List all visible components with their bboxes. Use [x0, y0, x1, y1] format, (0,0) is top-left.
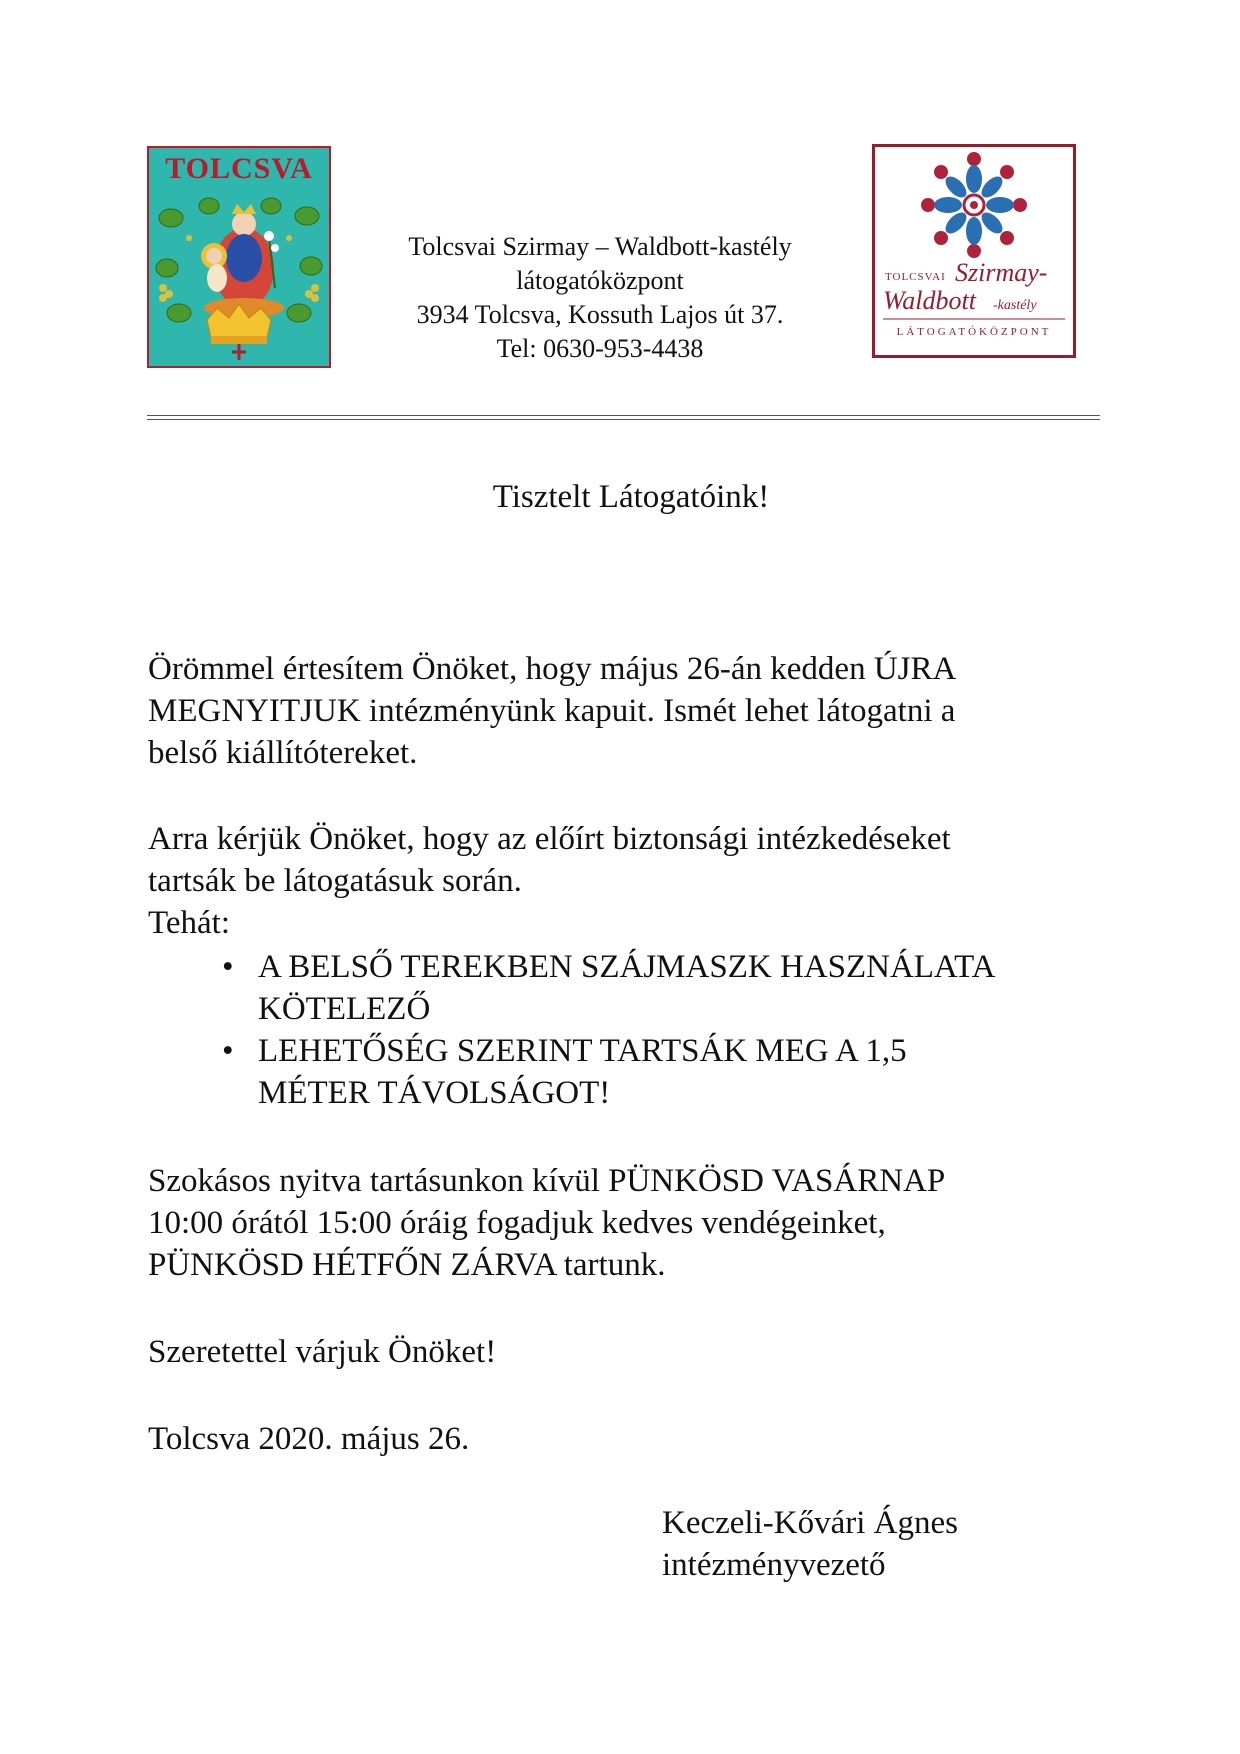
tolcsva-coat-of-arms-logo	[147, 146, 331, 368]
paragraph-pentecost-hours	[148, 1160, 1108, 1286]
list-item-line: • A BELSŐ TEREKBEN SZÁJMASZK HASZNÁLATA	[258, 949, 996, 985]
list-lead: Tehát:	[148, 905, 230, 941]
list-item-line: MÉTER TÁVOLSÁGOT!	[258, 1075, 611, 1111]
list-item-line: • LEHETŐSÉG SZERINT TARTSÁK MEG A 1,5	[258, 1033, 907, 1069]
address: 3934 Tolcsva, Kossuth Lajos út 37.	[416, 300, 784, 329]
logo-text-waldbott: Waldbott	[883, 286, 976, 315]
greeting: Tisztelt Látogatóink!	[492, 479, 770, 515]
list-item	[258, 946, 1118, 1030]
organization-unit: látogatóközpont	[516, 266, 684, 295]
header-divider	[147, 415, 1100, 420]
phone-number: Tel: 0630-953-4438	[496, 334, 704, 363]
signatory-title: intézményvezető	[662, 1547, 886, 1583]
paragraph-line: Arra kérjük Önöket, hogy az előírt biztonsági intézkedéseket	[148, 821, 951, 857]
paragraph-reopening	[148, 648, 1108, 774]
logo-text-szirmay: Szirmay-	[955, 258, 1048, 287]
paragraph-line: Szokásos nyitva tartásunkon kívül PÜNKÖSD VASÁRNAP	[148, 1163, 946, 1199]
logo-text-kastely: -kastély	[993, 298, 1037, 313]
paragraph-line: tartsák be látogatásuk során.	[148, 863, 522, 899]
szirmay-waldbott-logo	[872, 144, 1076, 358]
safety-rules-list	[258, 946, 1118, 1114]
logo-text-tolcsvai: TOLCSVAI	[885, 271, 946, 283]
header-address-block	[360, 230, 840, 366]
logo-text-latogatokozpont: LÁTOGATÓKÖZPONT	[896, 326, 1052, 338]
paragraph-line: MEGNYITJUK intézményünk kapuit. Ismét lehet látogatni a	[148, 693, 956, 729]
list-item	[258, 1030, 1118, 1114]
paragraph-safety-request	[148, 818, 1108, 902]
signatory-name: Keczeli-Kővári Ágnes	[662, 1505, 958, 1541]
paragraph-line: PÜNKÖSD HÉTFŐN ZÁRVA tartunk.	[148, 1247, 666, 1283]
place-and-date: Tolcsva 2020. május 26.	[148, 1421, 470, 1457]
paragraph-line: Örömmel értesítem Önöket, hogy május 26-án kedden ÚJRA	[148, 651, 957, 687]
list-item-line: KÖTELEZŐ	[258, 991, 431, 1027]
signature-block	[662, 1502, 958, 1586]
coat-of-arms-title: TOLCSVA	[165, 152, 313, 185]
organization-name: Tolcsvai Szirmay – Waldbott-kastély	[408, 232, 792, 261]
closing-line: Szeretettel várjuk Önöket!	[148, 1334, 497, 1370]
paragraph-line: belső kiállítótereket.	[148, 735, 418, 771]
paragraph-line: 10:00 órától 15:00 óráig fogadjuk kedves vendégeinket,	[148, 1205, 886, 1241]
